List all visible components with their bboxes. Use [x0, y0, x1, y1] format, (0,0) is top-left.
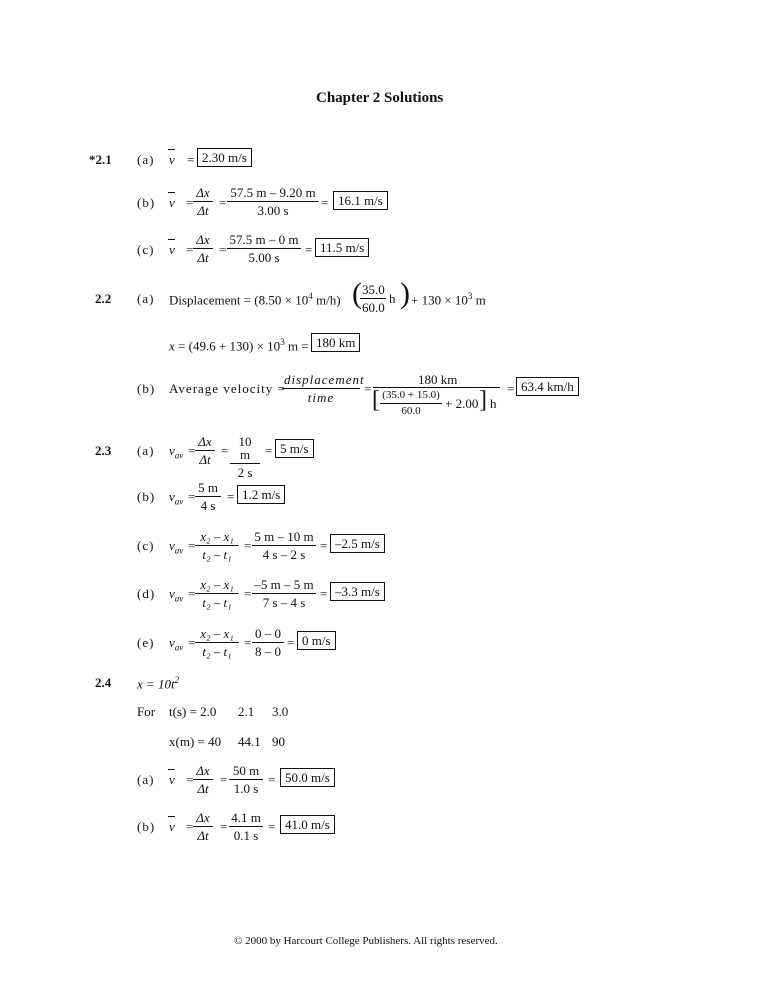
t-row: t(s) = 2.0 — [169, 704, 217, 719]
answer-box: –2.5 m/s — [330, 534, 385, 553]
vbar — [168, 816, 175, 817]
problem-number: 2.4 — [95, 675, 112, 690]
displacement-expression: Displacement = ($8.50 \times 10^4$ m/h) — [169, 291, 341, 308]
vbar — [168, 239, 175, 240]
part-label: (a) — [137, 443, 155, 458]
problem-number: *2.1 — [89, 152, 112, 167]
answer-box: –3.3 m/s — [330, 582, 385, 601]
answer-box: 0 m/s — [297, 631, 336, 650]
answer-box: 1.2 m/s — [237, 485, 285, 504]
part-label: (c) — [137, 538, 155, 553]
fraction: $\frac{\text{x₂ – x₁}}{\text{t₂ – t₁}}$ — [195, 530, 239, 561]
fraction: $\frac{\Delta x}{\Delta t}$ — [193, 811, 213, 842]
velocity-symbol: v — [169, 195, 175, 210]
t-value: 3.0 — [272, 704, 289, 719]
answer-box: 11.5 m/s — [315, 238, 369, 257]
fraction: $\frac{57.5 m - 9.20 m}{3.00 s}$ — [227, 186, 319, 217]
for-label: For — [137, 704, 156, 719]
fraction: $\frac{\Delta x}{\Delta t}$ — [193, 764, 213, 795]
problem-number: 2.2 — [95, 291, 112, 306]
vbar — [168, 769, 175, 770]
answer-box: 16.1 m/s — [333, 191, 388, 210]
part-label: (e) — [137, 635, 155, 650]
unit: h — [490, 396, 497, 411]
avg-velocity-label: Average velocity = — [169, 381, 286, 396]
answer-box: 63.4 km/h — [516, 377, 579, 396]
fraction: $\frac{(35.0 + 15.0)}{60.0}$ — [380, 390, 442, 417]
fraction: $\frac{\Delta x}{\Delta t}$ — [193, 186, 213, 217]
vbar — [168, 192, 175, 193]
problem-number: 2.3 — [95, 443, 112, 458]
answer-box: 5 m/s — [275, 439, 314, 458]
part-label: (d) — [137, 586, 156, 601]
fraction: $\frac{5 m - 10 m}{4 s - 2 s}$ — [252, 530, 316, 561]
unit: h — [389, 291, 396, 306]
numerator: 180 km — [418, 372, 458, 387]
velocity-symbol: v — [169, 152, 175, 167]
part-label: (b) — [137, 489, 156, 504]
answer-box: 2.30 m/s — [197, 148, 252, 167]
velocity-symbol: v — [169, 772, 175, 787]
vav-symbol: $v_{av}$ — [169, 538, 184, 556]
vbar — [168, 149, 175, 150]
fraction: $\frac{-5 m - 5 m}{7 s - 4 s}$ — [252, 578, 316, 609]
part-label: (b) — [137, 195, 156, 210]
copyright-footer: © 2000 by Harcourt College Publishers. All rights reserved. — [234, 935, 498, 947]
displacement-tail: + $130 \times 10^3$ m — [411, 291, 486, 308]
vav-symbol: $v_{av}$ — [169, 443, 184, 461]
page-title: Chapter 2 Solutions — [316, 90, 444, 106]
x-row: x(m) = 40 — [169, 734, 222, 749]
t-value: 2.1 — [238, 704, 255, 719]
vav-symbol: $v_{av}$ — [169, 586, 184, 604]
fraction: $\frac{5 m}{4 s}$ — [195, 481, 221, 512]
answer-box: 41.0 m/s — [280, 815, 335, 834]
fraction: $\frac{\Delta x}{\Delta t}$ — [195, 435, 215, 466]
fraction: $\frac{\text{x₂ – x₁}}{\text{t₂ – t₁}}$ — [195, 627, 239, 658]
fraction: $\frac{50 m}{1.0 s}$ — [229, 764, 263, 795]
fraction: displacement time — [284, 372, 365, 405]
part-label: (b) — [137, 819, 156, 834]
part-label: (b) — [137, 381, 156, 396]
fraction: $\frac{57.5 m - 0 m}{5.00 s}$ — [227, 233, 301, 264]
fraction: $\frac{35.0}{60.0}$ — [362, 282, 385, 315]
part-label: (c) — [137, 242, 155, 257]
fraction: $\frac{10 m}{2 s}$ — [230, 435, 260, 479]
fraction: $\frac{\Delta x}{\Delta t}$ — [193, 233, 213, 264]
equation: $x = 10t^2$ — [137, 675, 180, 692]
x-value: 44.1 — [238, 734, 261, 749]
fraction: $\frac{4.1 m}{0.1 s}$ — [229, 811, 263, 842]
plus-term: + 2.00 — [445, 396, 479, 411]
answer-box: 180 km — [311, 333, 360, 352]
part-label: (a) — [137, 152, 155, 167]
answer-box: 50.0 m/s — [280, 768, 335, 787]
fraction: $\frac{\text{x₂ – x₁}}{\text{t₂ – t₁}}$ — [195, 578, 239, 609]
vav-symbol: $v_{av}$ — [169, 635, 184, 653]
vav-symbol: $v_{av}$ — [169, 489, 184, 507]
part-label: (a) — [137, 772, 155, 787]
x-expression: $x = (49.6 + 130) \times 10^3$ m = — [169, 337, 309, 354]
part-label: (a) — [137, 291, 155, 306]
velocity-symbol: v — [169, 819, 175, 834]
x-value: 90 — [272, 734, 285, 749]
equals: = — [187, 152, 195, 167]
fraction: $\frac{0 - 0}{8 - 0}$ — [252, 627, 284, 658]
velocity-symbol: v — [169, 242, 175, 257]
